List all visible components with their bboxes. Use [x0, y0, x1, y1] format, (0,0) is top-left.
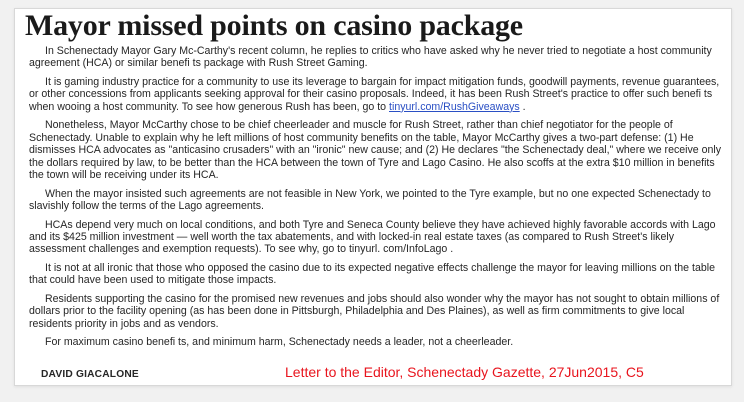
rush-giveaways-link[interactable]: tinyurl.com/RushGiveaways — [389, 100, 520, 113]
paragraph-3: Nonetheless, Mayor McCarthy chose to be chief cheerleader and muscle for Rush Street, rather than chief negotiator for the people of Schenectady. Unable to explain why he left millions of host community benefits on the table, Mayor McCarthy gives a two-part defense: (1) He dismisses HCA advocates as "anticasino crusaders" with an "ironic" new cause; and (2) He declares "the Schenectady deal," where we receive only the dollars required by law, to be better than the HCA between the town of Tyre and Lago Casino. He also scoffs at the extra $10 million in benefits the town will be receiving under its HCA. — [29, 119, 722, 182]
author-signature: DAVID GIACALONE — [41, 369, 139, 380]
paragraph-8: For maximum casino benefi ts, and minimum harm, Schenectady needs a leader, not a cheerleader. — [45, 336, 514, 349]
paragraph-6: It is not at all ironic that those who opposed the casino due to its expected negative effects challenge the mayor for leaving millions on the table that could have been used to mitigate those impacts. — [29, 262, 715, 287]
source-caption: Letter to the Editor, Schenectady Gazette, 27Jun2015, C5 — [285, 364, 644, 380]
paragraph-5: HCAs depend very much on local conditions, and both Tyre and Seneca County believe they have achieved highly favorable accords with Lago and its $425 million investment — well worth the tax abatements, and with locked-in real estate taxes (as compared to Rush Street's likely assessment challenges and exemption requests). To see why, go to tinyurl. com/InfoLago . — [29, 218, 716, 256]
newspaper-clipping — [14, 8, 732, 386]
headline: Mayor missed points on casino package — [25, 9, 523, 42]
paragraph-2: It is gaming industry practice for a community to use its leverage to bargain for impact mitigation funds, goodwill payments, revenue guarantees, or other concessions from applicants seeking approval for their casino proposals. Indeed, it has been Rush Street's practice to offer such benefi ts when wooing a host community. To see how generous Rush has been, go to tinyurl.com/RushGiveaways . — [29, 76, 720, 113]
paragraph-1: In Schenectady Mayor Gary Mc-Carthy's recent column, he replies to critics who have asked why he never tried to negotiate a host community agreement (HCA) or similar benefi ts package with Rush Street Gaming. — [29, 45, 712, 70]
article-body — [29, 45, 725, 355]
paragraph-4: When the mayor insisted such agreements are not feasible in New York, we pointed to the Tyre example, but no one expected Schenectady to slavishly follow the terms of the Lago agreements. — [29, 187, 711, 213]
paragraph-7: Residents supporting the casino for the promised new revenues and jobs should also wonder why the mayor has not sought to obtain millions of dollars prior to the facility opening (as has been done in Pittsburgh, Philadelphia and Des Plaines), as well as firm commitments to give local residents priority in jobs and as vendors. — [29, 293, 720, 330]
